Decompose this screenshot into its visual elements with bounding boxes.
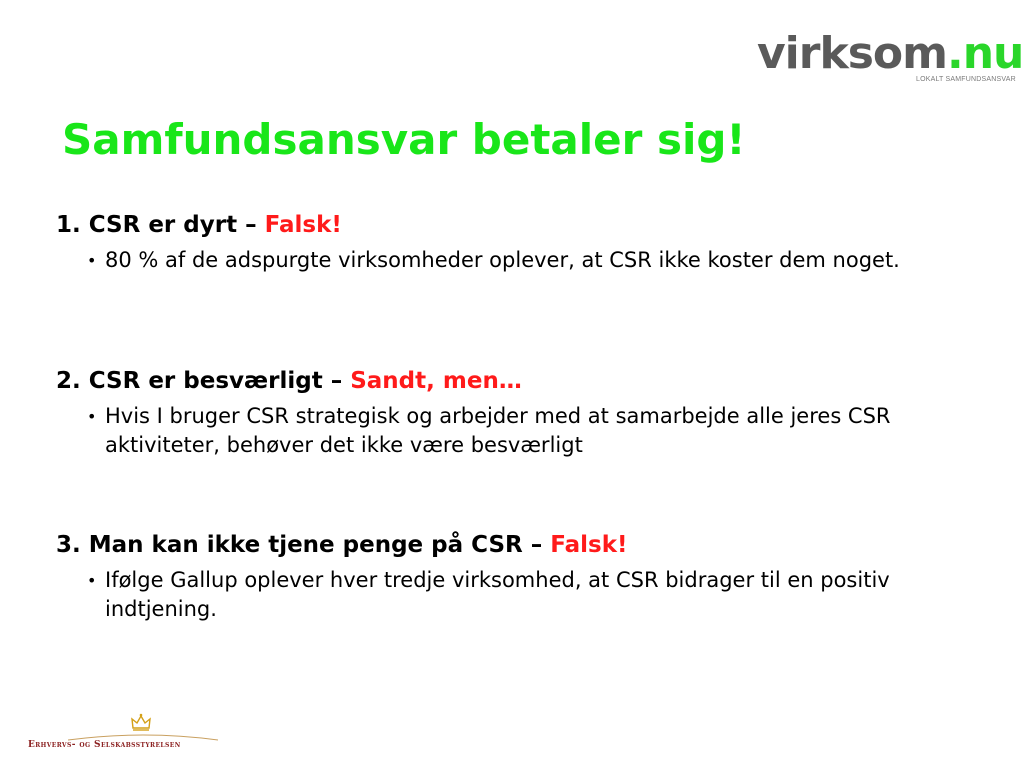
bullet-text: 80 % af de adspurgte virksomheder oplever, at CSR ikke koster dem noget. bbox=[105, 248, 900, 272]
point-verdict: Falsk! bbox=[550, 532, 628, 558]
bullet-item bbox=[56, 402, 945, 460]
point-2 bbox=[56, 366, 945, 460]
bullet-item bbox=[56, 246, 945, 275]
point-heading-text: 3. Man kan ikke tjene penge på CSR – bbox=[56, 532, 551, 558]
bullet-dot-icon: • bbox=[87, 407, 97, 426]
erhvervs-og-selskabsstyrelsen-logo bbox=[28, 712, 213, 754]
bullet-text: Hvis I bruger CSR strategisk og arbejder med at samarbejde alle jeres CSR aktiviteter, behøver det ikke være besværligt bbox=[105, 404, 891, 457]
point-heading bbox=[56, 530, 945, 560]
point-heading bbox=[56, 366, 945, 396]
point-verdict: Sandt, men… bbox=[350, 368, 522, 394]
point-heading bbox=[56, 210, 945, 240]
point-heading-text: 1. CSR er dyrt – bbox=[56, 212, 265, 238]
virksom-nu-logo bbox=[757, 28, 1024, 88]
crown-icon bbox=[130, 712, 152, 732]
bullet-item bbox=[56, 566, 945, 624]
logo-tagline: LOKALT SAMFUNDSANSVAR bbox=[916, 76, 1016, 83]
point-3 bbox=[56, 530, 945, 624]
point-heading-text: 2. CSR er besværligt – bbox=[56, 368, 351, 394]
bullet-dot-icon: • bbox=[87, 251, 97, 270]
bullet-dot-icon: • bbox=[87, 571, 97, 590]
slide-title: Samfundsansvar betaler sig! bbox=[62, 115, 746, 164]
logo-word-grey: virksom bbox=[757, 28, 947, 79]
logo-word-green: .nu bbox=[947, 28, 1024, 79]
footer-org-name: Erhvervs- og Selskabsstyrelsen bbox=[28, 740, 181, 750]
logo-wordmark bbox=[757, 28, 1023, 80]
bullet-text: Ifølge Gallup oplever hver tredje virksomhed, at CSR bidrager til en positiv indtjening. bbox=[105, 568, 890, 621]
point-1 bbox=[56, 210, 945, 275]
point-verdict: Falsk! bbox=[264, 212, 342, 238]
